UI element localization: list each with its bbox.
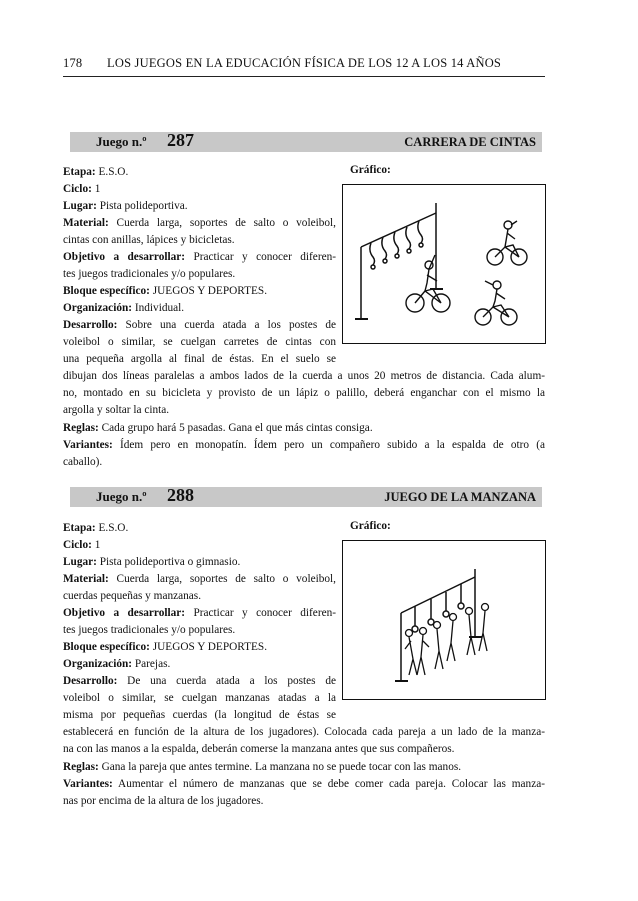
desarrollo-row-4: establecerá en función de la altura de los jugadores). Colocada cada pareja a un lado de la manza- (63, 726, 545, 738)
material-row-2: cuerdas pequeñas y manzanas. (63, 590, 202, 602)
desarrollo-row-2: voleibol o similar, se cuelgan manzanas atadas a la (63, 692, 336, 704)
game-name: CARRERA DE CINTAS (404, 135, 536, 149)
variantes-row: Variantes: Ídem pero en monopatín. Ídem pero un compañero subido a la espalda de otro (a (63, 439, 545, 451)
organizacion-row: Organización: Parejas. (63, 658, 171, 670)
lugar-row: Lugar: Pista polideportiva o gimnasio. (63, 556, 241, 568)
desarrollo-row-2: voleibol o similar, se cuelgan carretes de cintas con (63, 336, 336, 348)
running-title: LOS JUEGOS EN LA EDUCACIÓN FÍSICA DE LOS 12 A LOS 14 AÑOS (107, 56, 502, 70)
game-number: 288 (167, 485, 194, 505)
desarrollo-row-5: na con las manos a la espalda, deberán comerse la manzana antes que sus compañeros. (63, 743, 455, 755)
material-row: Material: Cuerda larga, soportes de salto o voleibol, (63, 217, 336, 229)
game-number: 287 (167, 130, 194, 150)
objetivo-row: Objetivo a desarrollar: Practicar y conocer diferen- (63, 251, 337, 263)
ciclo-row: Ciclo: 1 (63, 539, 101, 551)
desarrollo-row-4: dibujan dos líneas paralelas a ambos lados de la cuerda a unos 20 metros de distancia. Cada alum- (63, 370, 545, 382)
game-name: JUEGO DE LA MANZANA (384, 490, 536, 504)
variantes-row-2: caballo). (63, 456, 103, 468)
running-header (63, 56, 545, 77)
material-row: Material: Cuerda larga, soportes de salto o voleibol, (63, 573, 336, 585)
ciclo-row: Ciclo: 1 (63, 183, 101, 195)
game-details (63, 520, 545, 807)
objetivo-row: Objetivo a desarrollar: Practicar y conocer diferen- (63, 607, 337, 619)
objetivo-row-2: tes juegos tradicionales y/o populares. (63, 268, 236, 280)
game-label: Juego n.º (96, 134, 147, 149)
graphic-label: Gráfico: (350, 520, 391, 532)
desarrollo-row-3: misma por pequeñas cuerdas (la longitud de éstas se (63, 709, 336, 721)
material-row-2: cintas con anillas, lápices y bicicletas. (63, 234, 235, 246)
reglas-row: Reglas: Cada grupo hará 5 pasadas. Gana el que más cintas consiga. (63, 422, 373, 434)
desarrollo-row-3: una pequeña argolla al final de éstas. En el suelo se (63, 353, 336, 365)
game-header-bar (70, 487, 542, 507)
bloque-row: Bloque específico: JUEGOS Y DEPORTES. (63, 285, 268, 297)
desarrollo-row: Desarrollo: Sobre una cuerda atada a los postes de (63, 319, 336, 331)
bloque-row: Bloque específico: JUEGOS Y DEPORTES. (63, 641, 268, 653)
desarrollo-row-6: argolla y soltar la cinta. (63, 404, 170, 416)
etapa-row: Etapa: E.S.O. (63, 522, 129, 534)
graphic-label: Gráfico: (350, 164, 391, 176)
lugar-row: Lugar: Pista polideportiva. (63, 200, 188, 212)
variantes-row: Variantes: Aumentar el número de manzanas que se debe comer cada pareja. Colocar las manza- (63, 778, 545, 790)
variantes-row-2: nas por encima de la altura de los jugadores. (63, 795, 264, 807)
game-details (63, 164, 545, 468)
game-label: Juego n.º (96, 489, 147, 504)
desarrollo-row-5: no, montado en su bicicleta y provisto de un lápiz o palillo, deberá enganchar con el mismo la (63, 387, 545, 399)
reglas-row: Reglas: Gana la pareja que antes termine. La manzana no se puede tocar con las manos. (63, 761, 462, 773)
page-number: 178 (63, 56, 83, 70)
game-header-bar (70, 132, 542, 152)
objetivo-row-2: tes juegos tradicionales y/o populares. (63, 624, 236, 636)
desarrollo-row: Desarrollo: De una cuerda atada a los postes de (63, 675, 336, 687)
organizacion-row: Organización: Individual. (63, 302, 185, 314)
etapa-row: Etapa: E.S.O. (63, 166, 129, 178)
